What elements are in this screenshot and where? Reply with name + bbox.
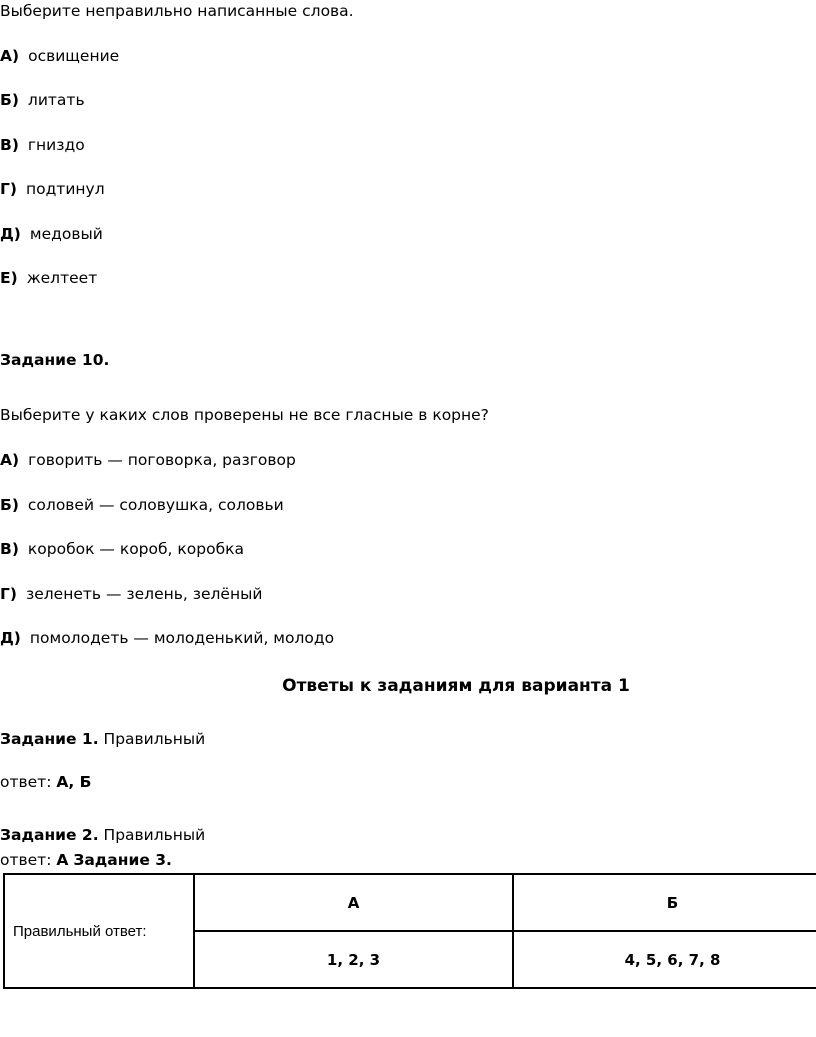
task9-option-v — [0, 135, 85, 155]
answer2-line1 — [0, 825, 205, 845]
task9-option-a — [0, 46, 119, 66]
task9-option-g — [0, 179, 105, 199]
task10-option-b — [0, 495, 284, 515]
option-text: желтеет — [26, 269, 98, 287]
option-letter: А) — [0, 451, 20, 469]
option-letter: А) — [0, 47, 20, 65]
option-letter: Е) — [0, 269, 18, 287]
answer3-table — [3, 873, 816, 989]
option-text: гниздо — [27, 136, 85, 154]
table-value-a: 1, 2, 3 — [194, 931, 513, 988]
option-text: говорить — поговорка, разговор — [28, 451, 296, 469]
task9-option-d — [0, 224, 103, 244]
task10-option-v — [0, 539, 244, 559]
option-text: освищение — [28, 47, 120, 65]
task10-option-g — [0, 584, 262, 604]
table-header-a: А — [194, 874, 513, 931]
option-text: соловей — соловушка, соловьи — [27, 496, 284, 514]
option-text: медовый — [29, 225, 103, 243]
option-text: литать — [27, 91, 85, 109]
table-row-label: Правильный ответ: — [4, 874, 194, 988]
option-text: подтинул — [25, 180, 105, 198]
option-letter: Г) — [0, 585, 17, 603]
answer1-title: Задание 1. — [0, 730, 99, 748]
task9-prompt: Выберите неправильно написанные слова. — [0, 2, 354, 20]
answers-heading: Ответы к заданиям для варианта 1 — [282, 676, 630, 696]
option-text: зеленеть — зелень, зелёный — [25, 585, 263, 603]
task9-option-b — [0, 90, 85, 110]
task10-title: Задание 10. — [0, 351, 110, 369]
answer1-text1: Правильный — [103, 730, 206, 748]
option-letter: Б) — [0, 91, 19, 109]
answer1-value: А, Б — [56, 773, 92, 791]
option-letter: Г) — [0, 180, 17, 198]
table-value-b: 4, 5, 6, 7, 8 — [513, 931, 816, 988]
answer1-text2: ответ: — [0, 773, 52, 791]
table-header-b: Б — [513, 874, 816, 931]
task9-option-e — [0, 268, 97, 288]
table-row — [4, 874, 816, 931]
option-letter: В) — [0, 540, 19, 558]
answer2-title: Задание 2. — [0, 826, 99, 844]
answer2-text2: ответ: — [0, 851, 52, 869]
answer2-text1: Правильный — [103, 826, 206, 844]
option-letter: Б) — [0, 496, 19, 514]
answer3-title: Задание 3. — [73, 851, 172, 869]
answer1-line2 — [0, 772, 91, 792]
option-text: коробок — короб, коробка — [27, 540, 244, 558]
option-letter: Д) — [0, 225, 21, 243]
answer2-line2 — [0, 850, 172, 870]
task10-option-d — [0, 628, 334, 648]
option-letter: В) — [0, 136, 19, 154]
option-letter: Д) — [0, 629, 21, 647]
option-text: помолодеть — молоденький, молодо — [29, 629, 335, 647]
answer2-value: А — [56, 851, 69, 869]
task10-option-a — [0, 450, 296, 470]
task10-prompt: Выберите у каких слов проверены не все гласные в корне? — [0, 406, 489, 424]
answer1-line1 — [0, 729, 205, 749]
